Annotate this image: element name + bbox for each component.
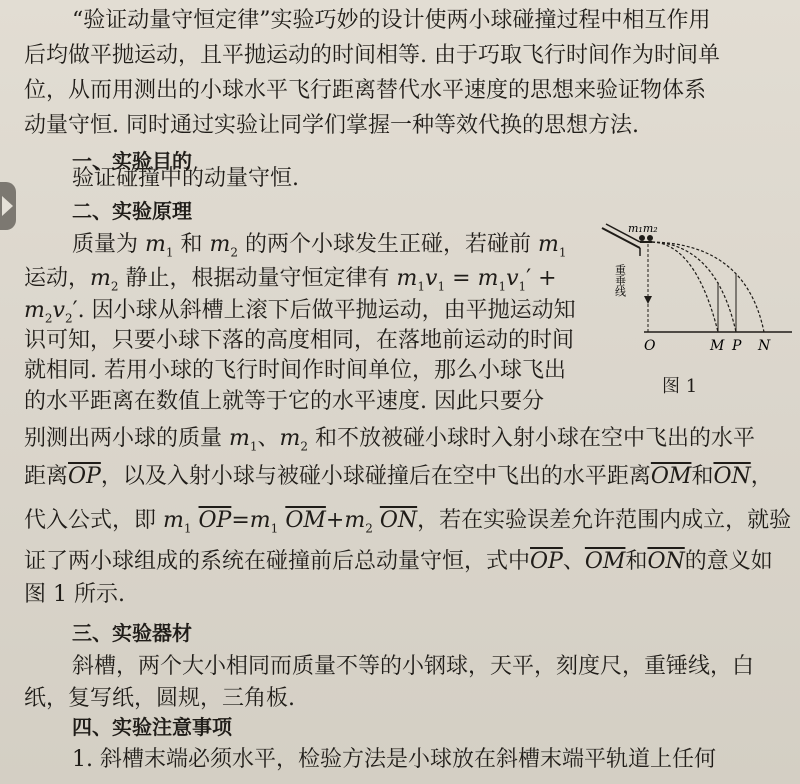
intro-line-2: 后均做平抛运动，且平抛运动的时间相等. 由于巧取飞行时间作为时间单	[24, 43, 720, 68]
trajectory-P	[652, 242, 736, 332]
label-N: N	[758, 338, 771, 354]
plumb-bob	[644, 296, 652, 304]
principle-line-11: 图 1 所示.	[24, 582, 125, 607]
label-M: M	[710, 338, 725, 354]
section-title-notes: 四、实验注意事项	[72, 715, 232, 739]
intro-line-1: “验证动量守恒定律”实验巧妙的设计使两小球碰撞过程中相互作用	[72, 8, 711, 33]
principle-line-6: 的水平距离在数值上就等于它的水平速度. 因此只要分	[24, 389, 544, 414]
equipment-line-2: 纸，复写纸，圆规，三角板.	[24, 686, 295, 711]
page-side-tab[interactable]	[0, 182, 16, 230]
principle-line-4: 识可知，只要小球下落的高度相同，在落地前运动的时间	[24, 328, 575, 353]
principle-line-1: 质量为 $m_1$ 和 $m_2$ 的两个小球发生正碰，若碰前 $m_1$	[72, 232, 567, 260]
label-O: O	[644, 338, 656, 354]
principle-line-5: 就相同. 若用小球的飞行时间作时间单位，那么小球飞出	[24, 358, 566, 383]
intro-line-3: 位，从而用测出的小球水平飞行距离替代水平速度的思想来验证物体系	[24, 78, 707, 103]
principle-line-10: 证了两小球组成的系统在碰撞前后总动量守恒，式中$\overline{OP}$、$\overline{OM}$和$\overline{ON}$的意义如	[24, 549, 773, 574]
figure-caption: 图 1	[662, 376, 698, 397]
principle-line-2: 运动，$m_2$ 静止，根据动量守恒定律有 $m_1v_1 = m_1v_1'$ +	[24, 266, 557, 294]
plumb-label: 重垂线	[613, 264, 627, 297]
arrow-right-icon	[2, 196, 13, 216]
ball-m1	[639, 235, 645, 241]
purpose-body: 验证碰撞中的动量守恒.	[72, 166, 299, 191]
section-title-principle: 二、实验原理	[72, 199, 192, 223]
notes-line-1: 1. 斜槽末端必须水平，检验方法是小球放在斜槽末端平轨道上任何	[72, 747, 716, 772]
trajectory-N	[652, 242, 764, 332]
label-P: P	[732, 338, 742, 354]
principle-line-7: 别测出两小球的质量 $m_1$、$m_2$ 和不放被碰小球时入射小球在空中飞出的水平	[24, 426, 756, 454]
equipment-line-1: 斜槽，两个大小相同而质量不等的小钢球，天平，刻度尺，重锤线，白	[72, 654, 755, 679]
section-title-equipment: 三、实验器材	[72, 621, 192, 645]
principle-line-8: 距离$\overline{OP}$，以及入射小球与被碰小球碰撞后在空中飞出的水平距离$\overline{OM}$和$\overline{ON}$，	[24, 464, 773, 489]
section-title-purpose: 一、实验目的	[72, 149, 192, 173]
principle-line-9: 代入公式，即 $m_1$ $\overline{OP}=m_1$ $\overline{OM}+m_2$ $\overline{ON}$，若在实验误差允许范围内成立，就验	[24, 508, 792, 536]
intro-line-4: 动量守恒. 同时通过实验让同学们掌握一种等效代换的思想方法.	[24, 113, 639, 138]
label-m1m2: m₁m₂	[628, 222, 658, 235]
ball-m2	[647, 235, 653, 241]
principle-line-3: $m_2v_2'$. 因小球从斜槽上滚下后做平抛运动，由平抛运动知	[24, 298, 576, 326]
trajectory-M	[652, 242, 718, 332]
